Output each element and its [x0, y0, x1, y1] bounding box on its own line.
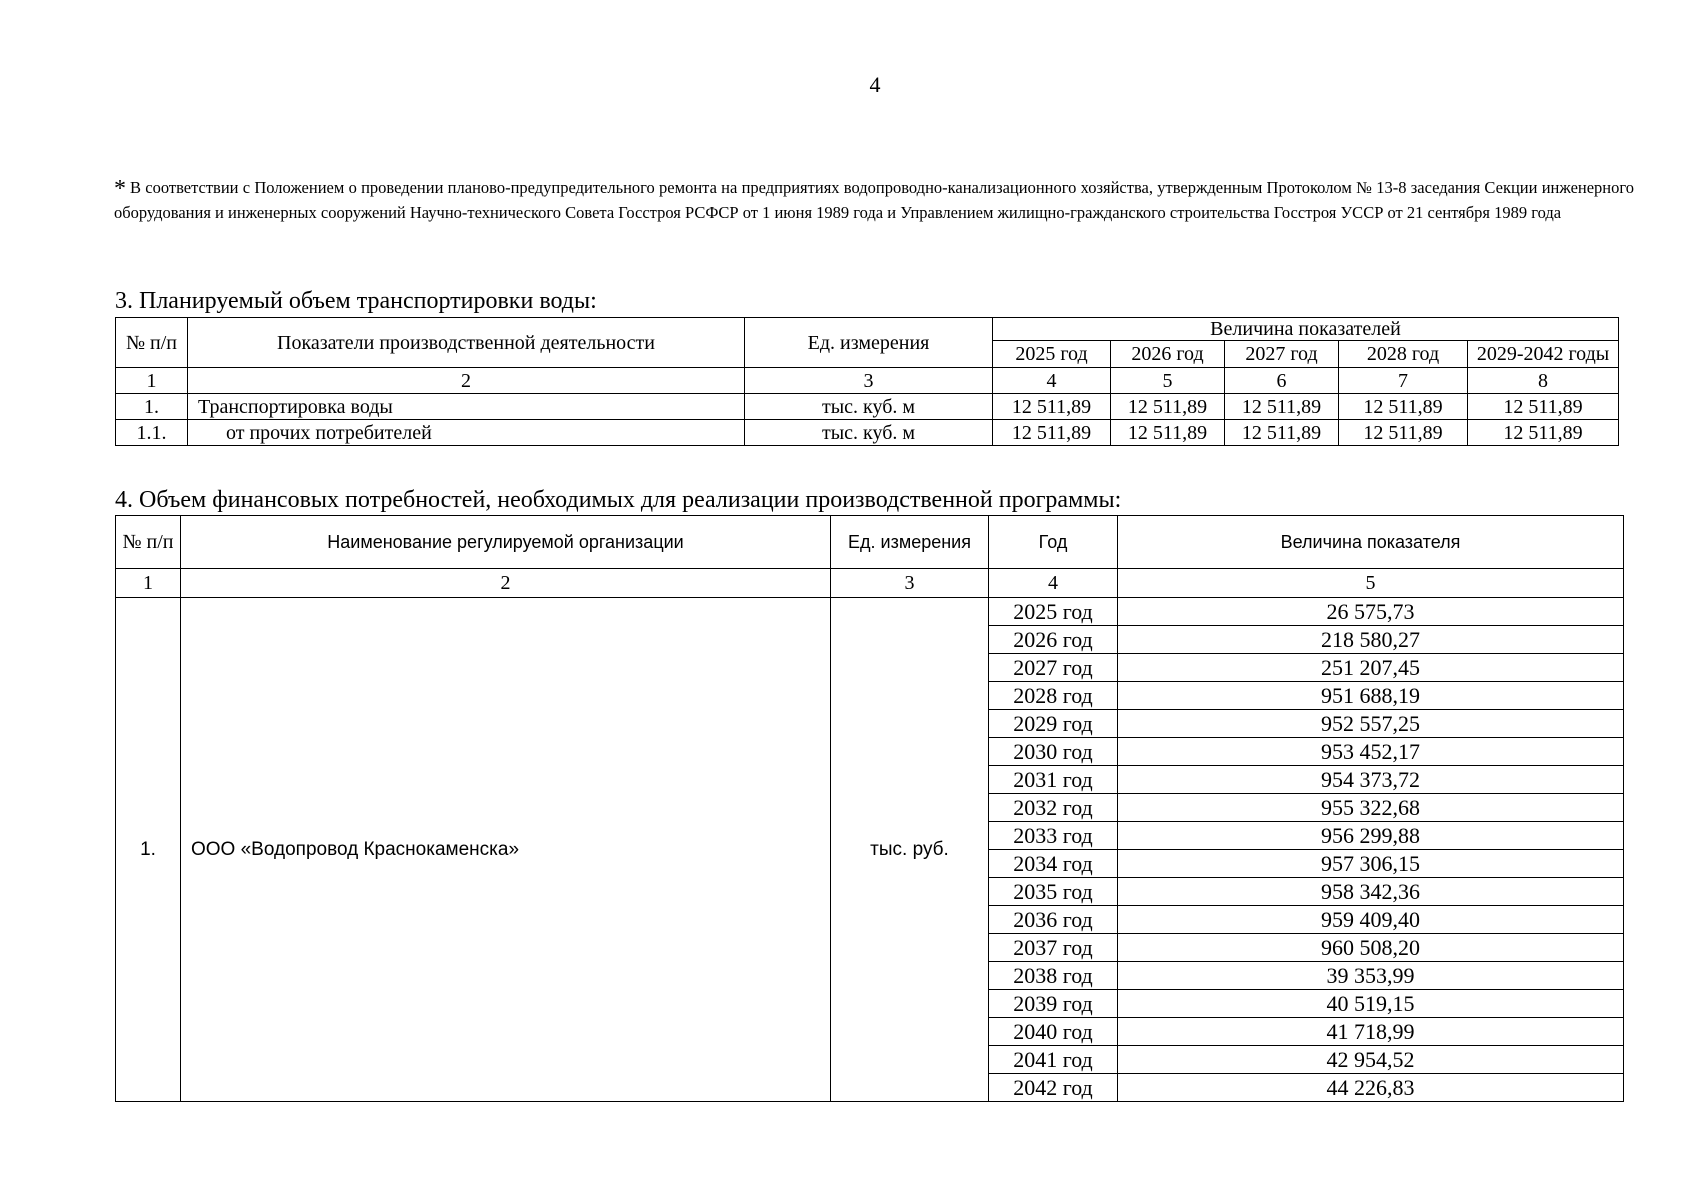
row-value: 951 688,19 — [1118, 682, 1624, 710]
header-indicator: Показатели производственной деятельности — [188, 318, 745, 368]
column-number: 5 — [1111, 368, 1225, 394]
row-value: 952 557,25 — [1118, 710, 1624, 738]
page-number: 4 — [869, 72, 881, 97]
column-number: 7 — [1339, 368, 1468, 394]
row-year: 2030 год — [989, 738, 1118, 766]
row-year: 2028 год — [989, 682, 1118, 710]
row-year: 2038 год — [989, 962, 1118, 990]
row-value: 41 718,99 — [1118, 1018, 1624, 1046]
column-number: 1 — [116, 368, 188, 394]
row-name: от прочих потребителей — [188, 420, 745, 446]
header-year: 2027 год — [1225, 341, 1339, 368]
header-year: 2028 год — [1339, 341, 1468, 368]
footnote — [114, 176, 1634, 225]
header-unit: Ед. измерения — [831, 516, 989, 569]
header-values-group: Величина показателей — [993, 318, 1619, 341]
section-4-title: 4. Объем финансовых потребностей, необходимых для реализации производственной программы: — [115, 487, 1122, 513]
header-unit: Ед. измерения — [745, 318, 993, 368]
header-num: № п/п — [116, 318, 188, 368]
row-year: 2042 год — [989, 1074, 1118, 1102]
row-value: 12 511,89 — [1225, 394, 1339, 420]
row-value: 959 409,40 — [1118, 906, 1624, 934]
footnote-text: В соответствии с Положением о проведении планово-предупредительного ремонта на предприятиях водопроводно-канализационного хозяйства, утвержденным Протоколом № 13-8 заседания Секции инженерного оборудования и инженерных сооружений Научно-технического Совета Госстроя РСФСР от 1 июня 1989 года и Управлением жилищно-гражданского строительства Госстроя УССР от 21 сентября 1989 года — [114, 178, 1634, 222]
row-value: 40 519,15 — [1118, 990, 1624, 1018]
column-number-row — [116, 368, 1619, 394]
row-year: 2037 год — [989, 934, 1118, 962]
row-value: 26 575,73 — [1118, 598, 1624, 626]
entry-unit: тыс. руб. — [831, 598, 989, 1102]
column-number: 4 — [993, 368, 1111, 394]
column-number: 3 — [745, 368, 993, 394]
transport-volume-table — [115, 317, 1619, 446]
row-year: 2026 год — [989, 626, 1118, 654]
financial-needs-table — [115, 515, 1624, 1102]
row-year: 2025 год — [989, 598, 1118, 626]
table-row — [116, 420, 1619, 446]
entry-num: 1. — [116, 598, 181, 1102]
row-value: 956 299,88 — [1118, 822, 1624, 850]
row-year: 2032 год — [989, 794, 1118, 822]
row-value: 12 511,89 — [1111, 394, 1225, 420]
row-value: 12 511,89 — [993, 394, 1111, 420]
table-row — [116, 394, 1619, 420]
row-year: 2031 год — [989, 766, 1118, 794]
row-value: 218 580,27 — [1118, 626, 1624, 654]
header-num: № п/п — [116, 516, 181, 569]
column-number: 3 — [831, 569, 989, 598]
column-number: 8 — [1468, 368, 1619, 394]
row-value: 957 306,15 — [1118, 850, 1624, 878]
header-year: 2026 год — [1111, 341, 1225, 368]
column-number: 2 — [181, 569, 831, 598]
row-num: 1. — [116, 394, 188, 420]
header-year: 2029-2042 годы — [1468, 341, 1619, 368]
column-number: 5 — [1118, 569, 1624, 598]
row-value: 12 511,89 — [1468, 394, 1619, 420]
row-value: 12 511,89 — [993, 420, 1111, 446]
row-year: 2040 год — [989, 1018, 1118, 1046]
footnote-marker: * — [114, 176, 126, 202]
row-year: 2033 год — [989, 822, 1118, 850]
row-value: 44 226,83 — [1118, 1074, 1624, 1102]
row-value: 12 511,89 — [1468, 420, 1619, 446]
row-value: 12 511,89 — [1111, 420, 1225, 446]
header-year: Год — [989, 516, 1118, 569]
row-value: 42 954,52 — [1118, 1046, 1624, 1074]
header-org: Наименование регулируемой организации — [181, 516, 831, 569]
row-year: 2035 год — [989, 878, 1118, 906]
section-3-title: 3. Планируемый объем транспортировки воды: — [115, 288, 597, 314]
table-row — [116, 598, 1624, 626]
row-value: 954 373,72 — [1118, 766, 1624, 794]
row-value: 251 207,45 — [1118, 654, 1624, 682]
entry-org: ООО «Водопровод Краснокаменска» — [181, 598, 831, 1102]
row-value: 12 511,89 — [1225, 420, 1339, 446]
column-number: 6 — [1225, 368, 1339, 394]
column-number-row — [116, 569, 1624, 598]
column-number: 4 — [989, 569, 1118, 598]
row-year: 2036 год — [989, 906, 1118, 934]
row-value: 953 452,17 — [1118, 738, 1624, 766]
row-value: 12 511,89 — [1339, 420, 1468, 446]
row-value: 958 342,36 — [1118, 878, 1624, 906]
row-year: 2041 год — [989, 1046, 1118, 1074]
row-name: Транспортировка воды — [188, 394, 745, 420]
row-year: 2034 год — [989, 850, 1118, 878]
row-year: 2039 год — [989, 990, 1118, 1018]
column-number: 2 — [188, 368, 745, 394]
row-num: 1.1. — [116, 420, 188, 446]
row-value: 12 511,89 — [1339, 394, 1468, 420]
row-unit: тыс. куб. м — [745, 420, 993, 446]
row-year: 2029 год — [989, 710, 1118, 738]
header-value: Величина показателя — [1118, 516, 1624, 569]
header-year: 2025 год — [993, 341, 1111, 368]
column-number: 1 — [116, 569, 181, 598]
row-value: 39 353,99 — [1118, 962, 1624, 990]
row-year: 2027 год — [989, 654, 1118, 682]
row-unit: тыс. куб. м — [745, 394, 993, 420]
row-value: 955 322,68 — [1118, 794, 1624, 822]
row-value: 960 508,20 — [1118, 934, 1624, 962]
